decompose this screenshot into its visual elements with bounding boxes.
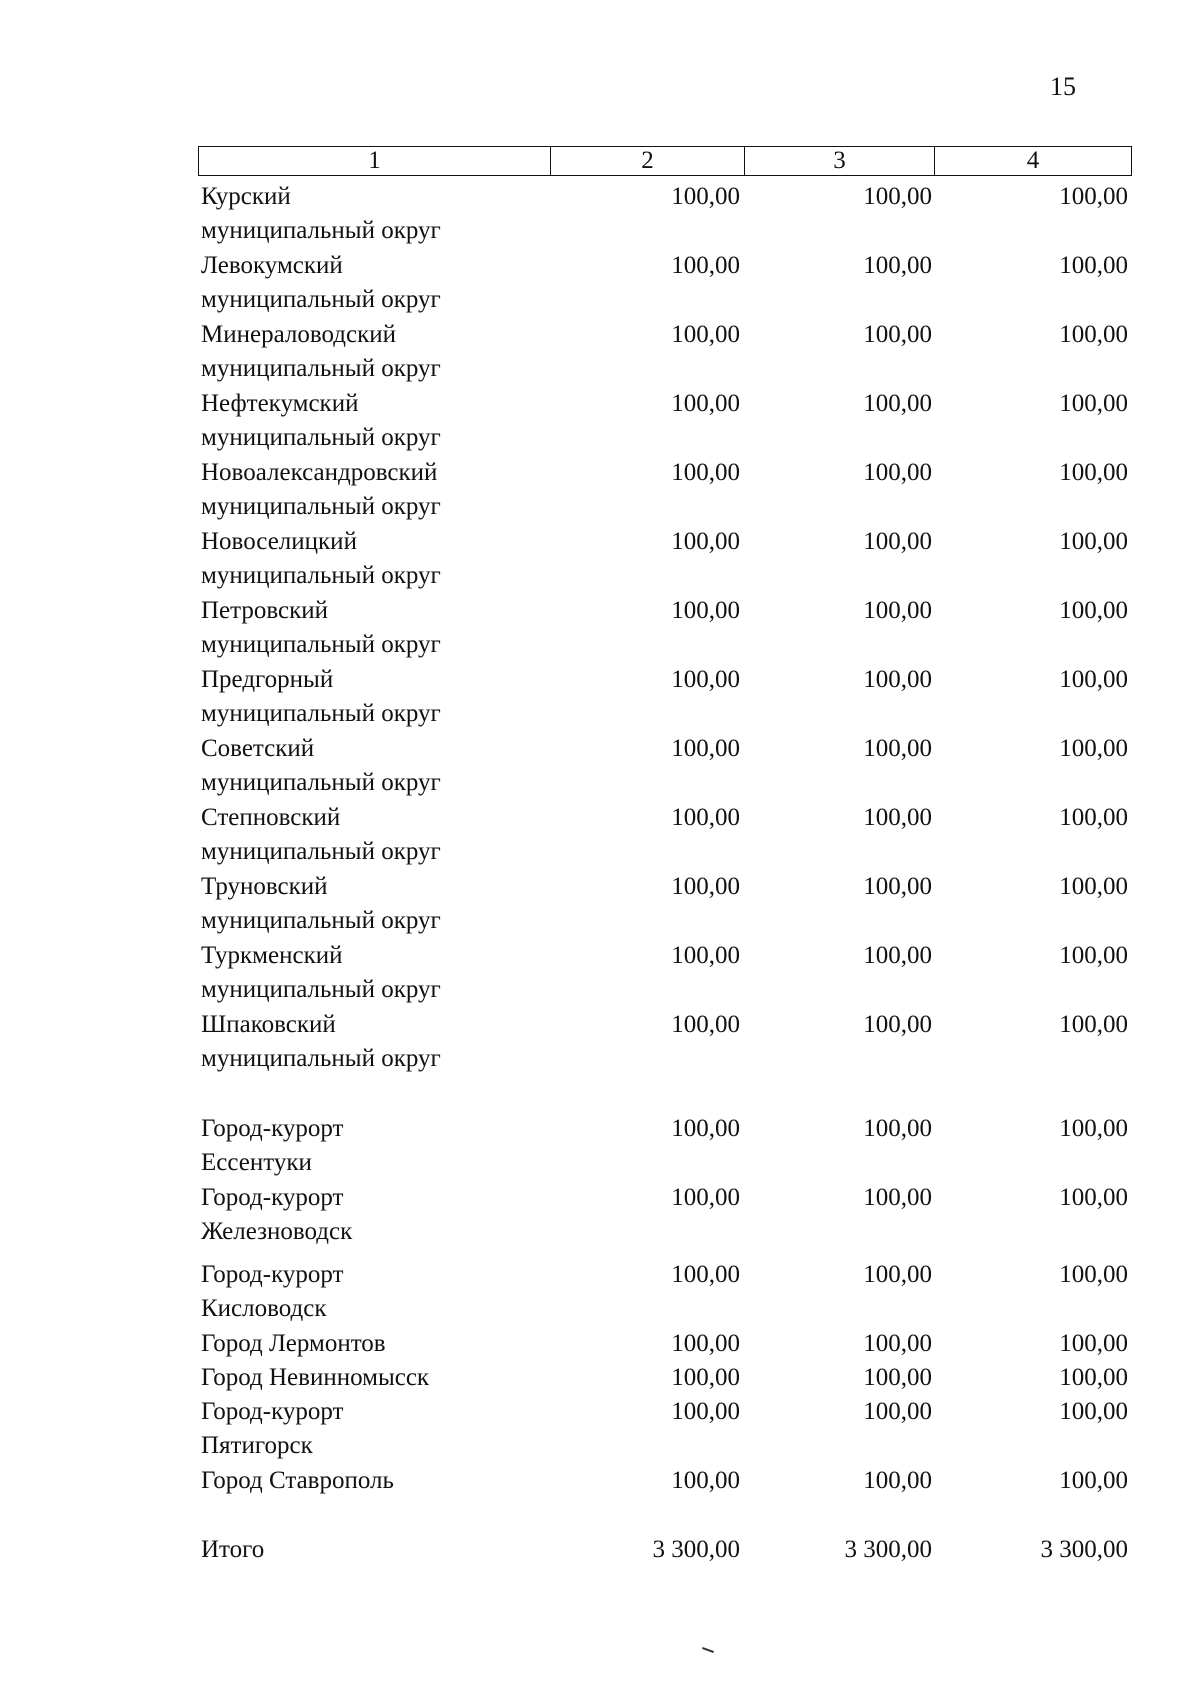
row-value-col3: 100,00 [863, 183, 932, 210]
row-name: Советский [201, 735, 315, 762]
row-name-continued: муниципальный округ [201, 562, 441, 589]
row-name-continued: муниципальный округ [201, 631, 441, 658]
row-name: Предгорный [201, 666, 334, 693]
row-value-col3: 100,00 [863, 1261, 932, 1288]
row-value-col2: 100,00 [671, 735, 740, 762]
row-name-continued: муниципальный округ [201, 217, 441, 244]
row-name-continued: муниципальный округ [201, 769, 441, 796]
row-value-col3: 100,00 [863, 735, 932, 762]
row-value-col4: 100,00 [1059, 942, 1128, 969]
row-name-continued: Кисловодск [201, 1295, 327, 1322]
table-row [0, 1181, 1200, 1245]
table-row [0, 732, 1200, 796]
row-name: Город-курорт [201, 1261, 344, 1288]
row-value-col3: 100,00 [863, 1364, 932, 1391]
row-name: Минераловодский [201, 321, 397, 348]
row-value-col3: 100,00 [863, 390, 932, 417]
row-value-col4: 100,00 [1059, 1184, 1128, 1211]
row-value-col2: 100,00 [671, 942, 740, 969]
row-name-continued: муниципальный округ [201, 424, 441, 451]
row-name: Нефтекумский [201, 390, 359, 417]
row-value-col4: 100,00 [1059, 1261, 1128, 1288]
column-header-2: 2 [551, 147, 745, 175]
row-value-col4: 100,00 [1059, 873, 1128, 900]
row-value-col3: 100,00 [863, 528, 932, 555]
column-header-1: 1 [199, 147, 551, 175]
row-value-col4: 100,00 [1059, 1011, 1128, 1038]
row-value-col4: 100,00 [1059, 459, 1128, 486]
row-value-col2: 100,00 [671, 1330, 740, 1357]
table-row [0, 318, 1200, 382]
table-row [0, 939, 1200, 1003]
page-number: 15 [1050, 72, 1076, 101]
row-name: Туркменский [201, 942, 343, 969]
row-value-col3: 100,00 [863, 1330, 932, 1357]
table-row [0, 456, 1200, 520]
row-name: Петровский [201, 597, 329, 624]
row-name-continued: муниципальный округ [201, 286, 441, 313]
row-name: Новоселицкий [201, 528, 357, 555]
row-value-col4: 100,00 [1059, 321, 1128, 348]
table-row [0, 1008, 1200, 1072]
row-name-continued: Пятигорск [201, 1432, 313, 1459]
table-row [0, 594, 1200, 658]
table-row [0, 1327, 1200, 1361]
row-value-col3: 100,00 [863, 321, 932, 348]
row-value-col3: 100,00 [863, 1398, 932, 1425]
table-row [0, 1464, 1200, 1498]
row-value-col3: 100,00 [863, 1184, 932, 1211]
column-header-3: 3 [745, 147, 935, 175]
row-value-col4: 100,00 [1059, 183, 1128, 210]
table-row [0, 1112, 1200, 1176]
row-name-continued: муниципальный округ [201, 838, 441, 865]
row-name: Курский [201, 183, 291, 210]
row-value-col3: 100,00 [863, 942, 932, 969]
row-name-continued: муниципальный округ [201, 907, 441, 934]
row-value-col3: 100,00 [863, 873, 932, 900]
total-row [0, 1533, 1200, 1567]
row-value-col2: 100,00 [671, 528, 740, 555]
row-value-col2: 100,00 [671, 873, 740, 900]
table-row [0, 1361, 1200, 1395]
row-name-continued: Ессентуки [201, 1149, 312, 1176]
row-value-col2: 100,00 [671, 183, 740, 210]
row-value-col2: 100,00 [671, 321, 740, 348]
table-row [0, 249, 1200, 313]
row-name-continued: муниципальный округ [201, 976, 441, 1003]
row-value-col3: 100,00 [863, 804, 932, 831]
row-value-col3: 100,00 [863, 252, 932, 279]
row-name: Новоалександровский [201, 459, 438, 486]
table-row [0, 663, 1200, 727]
row-name: Город-курорт [201, 1398, 344, 1425]
total-value-col2: 3 300,00 [652, 1536, 740, 1563]
row-name: Город Лермонтов [201, 1330, 386, 1357]
row-value-col3: 100,00 [863, 666, 932, 693]
row-value-col4: 100,00 [1059, 804, 1128, 831]
row-value-col2: 100,00 [671, 1184, 740, 1211]
row-value-col4: 100,00 [1059, 1364, 1128, 1391]
row-value-col4: 100,00 [1059, 1115, 1128, 1142]
row-name-continued: муниципальный округ [201, 355, 441, 382]
row-value-col4: 100,00 [1059, 390, 1128, 417]
total-value-col4: 3 300,00 [1040, 1536, 1128, 1563]
table-row [0, 870, 1200, 934]
row-value-col3: 100,00 [863, 459, 932, 486]
table-row [0, 801, 1200, 865]
row-value-col2: 100,00 [671, 597, 740, 624]
row-name-continued: муниципальный округ [201, 700, 441, 727]
row-value-col4: 100,00 [1059, 597, 1128, 624]
row-value-col2: 100,00 [671, 666, 740, 693]
row-name: Город-курорт [201, 1184, 344, 1211]
row-value-col3: 100,00 [863, 597, 932, 624]
total-value-col3: 3 300,00 [844, 1536, 932, 1563]
row-value-col2: 100,00 [671, 1261, 740, 1288]
row-value-col4: 100,00 [1059, 1398, 1128, 1425]
row-value-col4: 100,00 [1059, 528, 1128, 555]
table-row [0, 525, 1200, 589]
row-value-col2: 100,00 [671, 1011, 740, 1038]
row-name: Город Ставрополь [201, 1467, 394, 1494]
row-value-col2: 100,00 [671, 459, 740, 486]
row-name: Город Невинномысск [201, 1364, 430, 1391]
row-value-col4: 100,00 [1059, 1330, 1128, 1357]
row-name-continued: муниципальный округ [201, 493, 441, 520]
row-value-col4: 100,00 [1059, 1467, 1128, 1494]
row-value-col2: 100,00 [671, 252, 740, 279]
row-value-col3: 100,00 [863, 1115, 932, 1142]
table-row [0, 387, 1200, 451]
row-value-col4: 100,00 [1059, 252, 1128, 279]
row-value-col4: 100,00 [1059, 666, 1128, 693]
row-value-col2: 100,00 [671, 1467, 740, 1494]
row-value-col2: 100,00 [671, 1398, 740, 1425]
table-row [0, 1395, 1200, 1459]
row-name: Шпаковский [201, 1011, 336, 1038]
row-value-col2: 100,00 [671, 804, 740, 831]
table-row [0, 180, 1200, 244]
row-value-col3: 100,00 [863, 1011, 932, 1038]
row-name: Труновский [201, 873, 328, 900]
total-label: Итого [201, 1536, 265, 1563]
row-value-col2: 100,00 [671, 390, 740, 417]
row-name: Левокумский [201, 252, 343, 279]
column-header-4: 4 [1026, 147, 1040, 174]
row-name-continued: Железноводск [201, 1218, 353, 1245]
row-name-continued: муниципальный округ [201, 1045, 441, 1072]
row-value-col2: 100,00 [671, 1115, 740, 1142]
row-value-col4: 100,00 [1059, 735, 1128, 762]
table-row [0, 1258, 1200, 1322]
row-value-col2: 100,00 [671, 1364, 740, 1391]
row-value-col3: 100,00 [863, 1467, 932, 1494]
row-name: Степновский [201, 804, 341, 831]
row-name: Город-курорт [201, 1115, 344, 1142]
